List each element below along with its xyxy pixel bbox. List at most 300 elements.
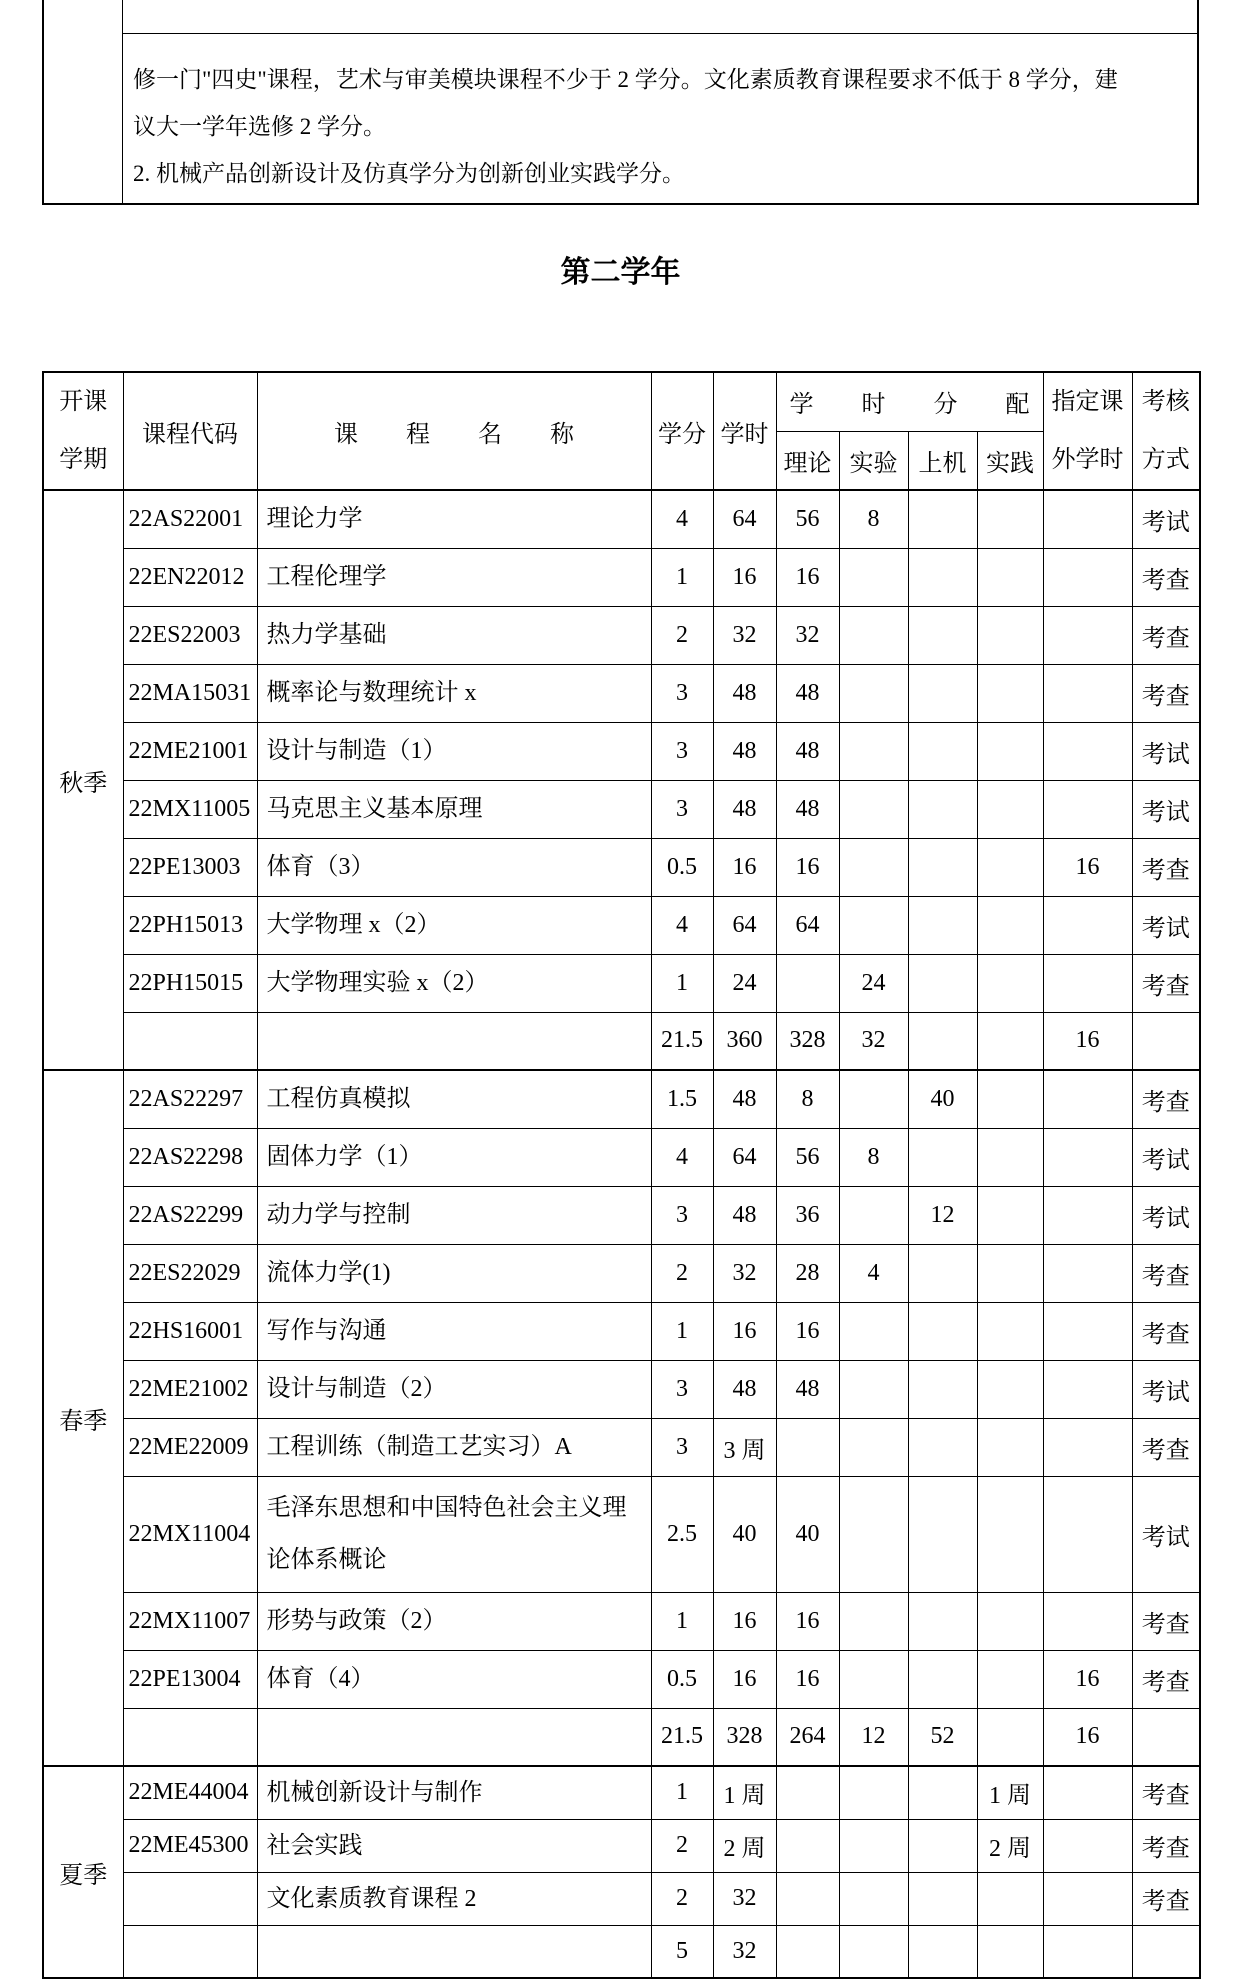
header-semester bbox=[43, 372, 123, 490]
cell-extra bbox=[1043, 1819, 1132, 1872]
cell-extra bbox=[1043, 1186, 1132, 1244]
cell-computer bbox=[908, 722, 977, 780]
course-row bbox=[43, 1766, 1200, 1819]
cell-credits: 3 bbox=[651, 664, 713, 722]
cell-computer bbox=[908, 1819, 977, 1872]
cell-experiment bbox=[839, 1592, 908, 1650]
page-title: 第二学年 bbox=[560, 256, 681, 289]
header-course-code: 课程代码 bbox=[123, 372, 257, 490]
course-row bbox=[43, 490, 1200, 548]
cell-name: 社会实践 bbox=[257, 1819, 651, 1872]
cell-computer bbox=[908, 780, 977, 838]
cell-practice bbox=[977, 606, 1043, 664]
cell-practice bbox=[977, 838, 1043, 896]
course-table bbox=[42, 371, 1201, 1979]
cell-hours: 32 bbox=[713, 1925, 776, 1978]
cell-practice bbox=[977, 1070, 1043, 1128]
cell-extra bbox=[1043, 722, 1132, 780]
course-row bbox=[43, 1186, 1200, 1244]
cell-code: 22AS22297 bbox=[123, 1070, 257, 1128]
cell-code: 22ME21001 bbox=[123, 722, 257, 780]
course-row bbox=[43, 1128, 1200, 1186]
cell-assessment: 考查 bbox=[1132, 1418, 1200, 1476]
cell-computer: 12 bbox=[908, 1186, 977, 1244]
cell-credits: 2 bbox=[651, 1819, 713, 1872]
cell-hours: 32 bbox=[713, 1244, 776, 1302]
course-row bbox=[43, 1650, 1200, 1708]
cell-name: 工程伦理学 bbox=[257, 548, 651, 606]
cell-hours: 64 bbox=[713, 490, 776, 548]
cell-experiment bbox=[839, 1650, 908, 1708]
cell-practice bbox=[977, 1925, 1043, 1978]
cell-credits: 2.5 bbox=[651, 1476, 713, 1592]
cell-code: 22AS22299 bbox=[123, 1186, 257, 1244]
cell-computer bbox=[908, 1650, 977, 1708]
cell-name: 设计与制造（2） bbox=[257, 1360, 651, 1418]
header-practice-hours: 实践 bbox=[977, 431, 1043, 490]
cell-code: 22PE13004 bbox=[123, 1650, 257, 1708]
cell-extra bbox=[1043, 1418, 1132, 1476]
cell-code bbox=[123, 1012, 257, 1070]
header-course-name: 课 程 名 称 bbox=[257, 372, 651, 490]
cell-code: 22PH15013 bbox=[123, 896, 257, 954]
cell-practice bbox=[977, 780, 1043, 838]
cell-name bbox=[257, 1012, 651, 1070]
cell-code: 22MX11005 bbox=[123, 780, 257, 838]
cell-extra: 16 bbox=[1043, 1708, 1132, 1766]
cell-name: 热力学基础 bbox=[257, 606, 651, 664]
cell-practice bbox=[977, 490, 1043, 548]
cell-computer bbox=[908, 1360, 977, 1418]
cell-assessment: 考查 bbox=[1132, 1650, 1200, 1708]
course-row bbox=[43, 664, 1200, 722]
course-row bbox=[43, 548, 1200, 606]
course-row bbox=[43, 1418, 1200, 1476]
cell-experiment bbox=[839, 722, 908, 780]
cell-code: 22ME44004 bbox=[123, 1766, 257, 1819]
cell-computer bbox=[908, 606, 977, 664]
cell-name: 大学物理 x（2） bbox=[257, 896, 651, 954]
course-row bbox=[43, 1070, 1200, 1128]
cell-assessment: 考试 bbox=[1132, 722, 1200, 780]
cell-theory: 48 bbox=[776, 722, 839, 780]
cell-assessment: 考试 bbox=[1132, 1360, 1200, 1418]
cell-computer bbox=[908, 1244, 977, 1302]
header-assessment-line1: 考核 bbox=[1141, 389, 1190, 415]
cell-assessment: 考查 bbox=[1132, 664, 1200, 722]
cell-computer bbox=[908, 1418, 977, 1476]
cell-hours: 16 bbox=[713, 1302, 776, 1360]
cell-theory: 56 bbox=[776, 490, 839, 548]
cell-computer bbox=[908, 1128, 977, 1186]
header-hours: 学时 bbox=[713, 372, 776, 490]
cell-practice bbox=[977, 548, 1043, 606]
cell-credits: 2 bbox=[651, 606, 713, 664]
cell-experiment bbox=[839, 606, 908, 664]
cell-theory: 64 bbox=[776, 896, 839, 954]
cell-theory: 36 bbox=[776, 1186, 839, 1244]
cell-extra bbox=[1043, 954, 1132, 1012]
cell-name: 写作与沟通 bbox=[257, 1302, 651, 1360]
cell-experiment bbox=[839, 1360, 908, 1418]
cell-hours: 48 bbox=[713, 1360, 776, 1418]
cell-assessment: 考查 bbox=[1132, 1819, 1200, 1872]
cell-assessment: 考试 bbox=[1132, 1476, 1200, 1592]
cell-credits: 3 bbox=[651, 722, 713, 780]
cell-hours: 360 bbox=[713, 1012, 776, 1070]
course-row bbox=[43, 722, 1200, 780]
cell-theory bbox=[776, 1819, 839, 1872]
cell-theory: 48 bbox=[776, 664, 839, 722]
cell-practice bbox=[977, 1592, 1043, 1650]
cell-credits: 1 bbox=[651, 1302, 713, 1360]
cell-hours: 16 bbox=[713, 838, 776, 896]
cell-extra bbox=[1043, 1592, 1132, 1650]
header-hour-distribution: 学 时 分 配 bbox=[776, 372, 1043, 431]
cell-code: 22ES22029 bbox=[123, 1244, 257, 1302]
cell-computer bbox=[908, 838, 977, 896]
cell-hours: 16 bbox=[713, 548, 776, 606]
cell-practice bbox=[977, 1708, 1043, 1766]
cell-theory: 264 bbox=[776, 1708, 839, 1766]
cell-experiment bbox=[839, 1418, 908, 1476]
cell-computer bbox=[908, 1302, 977, 1360]
cell-practice bbox=[977, 896, 1043, 954]
cell-credits: 2 bbox=[651, 1872, 713, 1925]
cell-computer bbox=[908, 490, 977, 548]
cell-name: 体育（4） bbox=[257, 1650, 651, 1708]
cell-extra bbox=[1043, 1872, 1132, 1925]
cell-practice bbox=[977, 1418, 1043, 1476]
cell-extra bbox=[1043, 1476, 1132, 1592]
cell-computer: 40 bbox=[908, 1070, 977, 1128]
course-row bbox=[43, 1819, 1200, 1872]
cell-code bbox=[123, 1872, 257, 1925]
cell-experiment: 12 bbox=[839, 1708, 908, 1766]
cell-practice bbox=[977, 1476, 1043, 1592]
cell-experiment: 32 bbox=[839, 1012, 908, 1070]
cell-hours: 16 bbox=[713, 1592, 776, 1650]
cell-assessment: 考查 bbox=[1132, 1244, 1200, 1302]
note-line-1: 修一门"四史"课程，艺术与审美模块课程不少于 2 学分。文化素质教育课程要求不低于 8 学分，建 bbox=[133, 67, 1118, 92]
cell-assessment: 考查 bbox=[1132, 1302, 1200, 1360]
cell-assessment: 考查 bbox=[1132, 1070, 1200, 1128]
cell-computer: 52 bbox=[908, 1708, 977, 1766]
cell-extra bbox=[1043, 1766, 1132, 1819]
cell-extra: 16 bbox=[1043, 838, 1132, 896]
cell-practice bbox=[977, 1872, 1043, 1925]
table-header bbox=[43, 372, 1200, 490]
cell-credits: 1.5 bbox=[651, 1070, 713, 1128]
season-label: 秋季 bbox=[43, 490, 123, 1070]
cell-theory bbox=[776, 954, 839, 1012]
cell-hours: 48 bbox=[713, 1186, 776, 1244]
notes-left-column bbox=[44, 0, 123, 203]
cell-experiment bbox=[839, 1302, 908, 1360]
cell-assessment: 考查 bbox=[1132, 1766, 1200, 1819]
header-experiment-hours: 实验 bbox=[839, 431, 908, 490]
cell-hours: 32 bbox=[713, 1872, 776, 1925]
cell-credits: 5 bbox=[651, 1925, 713, 1978]
cell-hours: 64 bbox=[713, 1128, 776, 1186]
cell-practice bbox=[977, 1128, 1043, 1186]
cell-theory bbox=[776, 1766, 839, 1819]
cell-credits: 3 bbox=[651, 1418, 713, 1476]
cell-experiment bbox=[839, 1070, 908, 1128]
header-semester-line1: 开课 bbox=[59, 389, 108, 415]
header-computer-hours: 上机 bbox=[908, 431, 977, 490]
course-row bbox=[43, 1592, 1200, 1650]
cell-credits: 1 bbox=[651, 1766, 713, 1819]
cell-extra bbox=[1043, 896, 1132, 954]
season-label: 夏季 bbox=[43, 1766, 123, 1978]
cell-theory: 16 bbox=[776, 1650, 839, 1708]
cell-experiment bbox=[839, 780, 908, 838]
cell-code: 22ME21002 bbox=[123, 1360, 257, 1418]
cell-assessment: 考查 bbox=[1132, 954, 1200, 1012]
cell-name: 固体力学（1） bbox=[257, 1128, 651, 1186]
header-semester-line2: 学期 bbox=[59, 447, 108, 473]
cell-code bbox=[123, 1925, 257, 1978]
header-designated-line1: 指定课 bbox=[1051, 389, 1124, 415]
cell-assessment: 考查 bbox=[1132, 1872, 1200, 1925]
subtotal-row bbox=[43, 1708, 1200, 1766]
cell-code: 22MX11007 bbox=[123, 1592, 257, 1650]
cell-practice bbox=[977, 722, 1043, 780]
cell-name: 理论力学 bbox=[257, 490, 651, 548]
cell-hours: 2 周 bbox=[713, 1819, 776, 1872]
cell-extra bbox=[1043, 664, 1132, 722]
course-row bbox=[43, 1476, 1200, 1592]
cell-code: 22MX11004 bbox=[123, 1476, 257, 1592]
course-row bbox=[43, 838, 1200, 896]
cell-theory: 16 bbox=[776, 838, 839, 896]
cell-hours: 328 bbox=[713, 1708, 776, 1766]
cell-assessment: 考查 bbox=[1132, 548, 1200, 606]
cell-credits: 2 bbox=[651, 1244, 713, 1302]
course-row bbox=[43, 896, 1200, 954]
cell-experiment: 8 bbox=[839, 1128, 908, 1186]
subtotal-row bbox=[43, 1012, 1200, 1070]
cell-theory: 40 bbox=[776, 1476, 839, 1592]
cell-practice bbox=[977, 1186, 1043, 1244]
cell-name: 动力学与控制 bbox=[257, 1186, 651, 1244]
cell-code bbox=[123, 1708, 257, 1766]
cell-name: 毛泽东思想和中国特色社会主义理论体系概论 bbox=[257, 1476, 651, 1592]
subtotal-row bbox=[43, 1925, 1200, 1978]
cell-code: 22ES22003 bbox=[123, 606, 257, 664]
cell-credits: 4 bbox=[651, 896, 713, 954]
cell-hours: 48 bbox=[713, 722, 776, 780]
header-assessment-line2: 方式 bbox=[1141, 447, 1190, 473]
cell-practice: 2 周 bbox=[977, 1819, 1043, 1872]
course-row bbox=[43, 1302, 1200, 1360]
note-line-2: 议大一学年选修 2 学分。 bbox=[133, 114, 386, 139]
cell-practice bbox=[977, 1012, 1043, 1070]
cell-extra bbox=[1043, 1070, 1132, 1128]
cell-credits: 4 bbox=[651, 1128, 713, 1186]
cell-experiment bbox=[839, 1819, 908, 1872]
header-designated-line2: 外学时 bbox=[1051, 447, 1124, 473]
season-label: 春季 bbox=[43, 1070, 123, 1766]
cell-code: 22PH15015 bbox=[123, 954, 257, 1012]
cell-name: 流体力学(1) bbox=[257, 1244, 651, 1302]
cell-name: 形势与政策（2） bbox=[257, 1592, 651, 1650]
cell-experiment: 4 bbox=[839, 1244, 908, 1302]
cell-computer bbox=[908, 1766, 977, 1819]
cell-code: 22PE13003 bbox=[123, 838, 257, 896]
cell-credits: 21.5 bbox=[651, 1012, 713, 1070]
cell-practice bbox=[977, 1650, 1043, 1708]
cell-theory: 32 bbox=[776, 606, 839, 664]
cell-credits: 3 bbox=[651, 1186, 713, 1244]
header-theory-hours: 理论 bbox=[776, 431, 839, 490]
cell-name: 大学物理实验 x（2） bbox=[257, 954, 651, 1012]
cell-practice bbox=[977, 954, 1043, 1012]
cell-assessment: 考试 bbox=[1132, 780, 1200, 838]
cell-theory: 48 bbox=[776, 780, 839, 838]
cell-code: 22AS22001 bbox=[123, 490, 257, 548]
cell-credits: 3 bbox=[651, 780, 713, 838]
cell-experiment bbox=[839, 664, 908, 722]
cell-code: 22ME45300 bbox=[123, 1819, 257, 1872]
cell-assessment: 考试 bbox=[1132, 490, 1200, 548]
cell-experiment bbox=[839, 1186, 908, 1244]
cell-hours: 48 bbox=[713, 664, 776, 722]
cell-assessment: 考试 bbox=[1132, 1128, 1200, 1186]
cell-code: 22HS16001 bbox=[123, 1302, 257, 1360]
cell-theory bbox=[776, 1925, 839, 1978]
cell-computer bbox=[908, 1476, 977, 1592]
cell-theory bbox=[776, 1872, 839, 1925]
cell-name: 马克思主义基本原理 bbox=[257, 780, 651, 838]
cell-name: 设计与制造（1） bbox=[257, 722, 651, 780]
cell-assessment: 考查 bbox=[1132, 606, 1200, 664]
notes-box bbox=[42, 0, 1199, 205]
course-row bbox=[43, 606, 1200, 664]
cell-credits: 1 bbox=[651, 1592, 713, 1650]
cell-assessment bbox=[1132, 1925, 1200, 1978]
cell-practice bbox=[977, 1360, 1043, 1418]
cell-hours: 48 bbox=[713, 780, 776, 838]
cell-computer bbox=[908, 954, 977, 1012]
cell-name: 概率论与数理统计 x bbox=[257, 664, 651, 722]
cell-practice bbox=[977, 1302, 1043, 1360]
cell-hours: 24 bbox=[713, 954, 776, 1012]
cell-assessment bbox=[1132, 1012, 1200, 1070]
cell-extra bbox=[1043, 548, 1132, 606]
cell-extra bbox=[1043, 1244, 1132, 1302]
header-designated-extra-hours bbox=[1043, 372, 1132, 490]
cell-name: 文化素质教育课程 2 bbox=[257, 1872, 651, 1925]
cell-extra bbox=[1043, 1128, 1132, 1186]
note-line-3: 2. 机械产品创新设计及仿真学分为创新创业实践学分。 bbox=[133, 161, 685, 186]
cell-code: 22MA15031 bbox=[123, 664, 257, 722]
cell-computer bbox=[908, 548, 977, 606]
cell-experiment: 24 bbox=[839, 954, 908, 1012]
cell-assessment: 考查 bbox=[1132, 1592, 1200, 1650]
cell-experiment bbox=[839, 1925, 908, 1978]
cell-extra bbox=[1043, 1302, 1132, 1360]
cell-extra bbox=[1043, 606, 1132, 664]
cell-computer bbox=[908, 1012, 977, 1070]
cell-theory: 8 bbox=[776, 1070, 839, 1128]
cell-practice bbox=[977, 664, 1043, 722]
cell-hours: 64 bbox=[713, 896, 776, 954]
cell-credits: 1 bbox=[651, 954, 713, 1012]
cell-name bbox=[257, 1925, 651, 1978]
cell-hours: 16 bbox=[713, 1650, 776, 1708]
course-row bbox=[43, 780, 1200, 838]
cell-theory: 16 bbox=[776, 1302, 839, 1360]
cell-code: 22ME22009 bbox=[123, 1418, 257, 1476]
course-row bbox=[43, 954, 1200, 1012]
cell-extra bbox=[1043, 780, 1132, 838]
cell-computer bbox=[908, 1592, 977, 1650]
cell-assessment bbox=[1132, 1708, 1200, 1766]
cell-experiment bbox=[839, 1476, 908, 1592]
cell-computer bbox=[908, 1925, 977, 1978]
cell-code: 22AS22298 bbox=[123, 1128, 257, 1186]
cell-credits: 0.5 bbox=[651, 1650, 713, 1708]
cell-assessment: 考查 bbox=[1132, 838, 1200, 896]
cell-name: 工程训练（制造工艺实习）A bbox=[257, 1418, 651, 1476]
cell-experiment bbox=[839, 1872, 908, 1925]
cell-experiment bbox=[839, 548, 908, 606]
cell-name: 工程仿真模拟 bbox=[257, 1070, 651, 1128]
cell-credits: 0.5 bbox=[651, 838, 713, 896]
cell-theory: 48 bbox=[776, 1360, 839, 1418]
cell-hours: 48 bbox=[713, 1070, 776, 1128]
cell-credits: 1 bbox=[651, 548, 713, 606]
cell-extra bbox=[1043, 1360, 1132, 1418]
cell-hours: 40 bbox=[713, 1476, 776, 1592]
cell-hours: 32 bbox=[713, 606, 776, 664]
cell-extra: 16 bbox=[1043, 1012, 1132, 1070]
course-row bbox=[43, 1360, 1200, 1418]
header-credits: 学分 bbox=[651, 372, 713, 490]
cell-experiment: 8 bbox=[839, 490, 908, 548]
cell-computer bbox=[908, 664, 977, 722]
cell-experiment bbox=[839, 838, 908, 896]
cell-extra: 16 bbox=[1043, 1650, 1132, 1708]
cell-computer bbox=[908, 896, 977, 954]
course-row bbox=[43, 1244, 1200, 1302]
cell-theory: 328 bbox=[776, 1012, 839, 1070]
header-assessment-method bbox=[1132, 372, 1200, 490]
cell-extra bbox=[1043, 490, 1132, 548]
cell-experiment bbox=[839, 1766, 908, 1819]
cell-credits: 4 bbox=[651, 490, 713, 548]
cell-name bbox=[257, 1708, 651, 1766]
cell-name: 机械创新设计与制作 bbox=[257, 1766, 651, 1819]
table-body bbox=[43, 490, 1200, 1978]
cell-theory: 16 bbox=[776, 1592, 839, 1650]
cell-name: 体育（3） bbox=[257, 838, 651, 896]
cell-assessment: 考试 bbox=[1132, 1186, 1200, 1244]
cell-assessment: 考试 bbox=[1132, 896, 1200, 954]
cell-hours: 3 周 bbox=[713, 1418, 776, 1476]
cell-credits: 3 bbox=[651, 1360, 713, 1418]
notes-text bbox=[123, 33, 1197, 203]
cell-extra bbox=[1043, 1925, 1132, 1978]
cell-computer bbox=[908, 1872, 977, 1925]
cell-practice bbox=[977, 1244, 1043, 1302]
cell-experiment bbox=[839, 896, 908, 954]
cell-theory bbox=[776, 1418, 839, 1476]
course-row bbox=[43, 1872, 1200, 1925]
cell-theory: 56 bbox=[776, 1128, 839, 1186]
